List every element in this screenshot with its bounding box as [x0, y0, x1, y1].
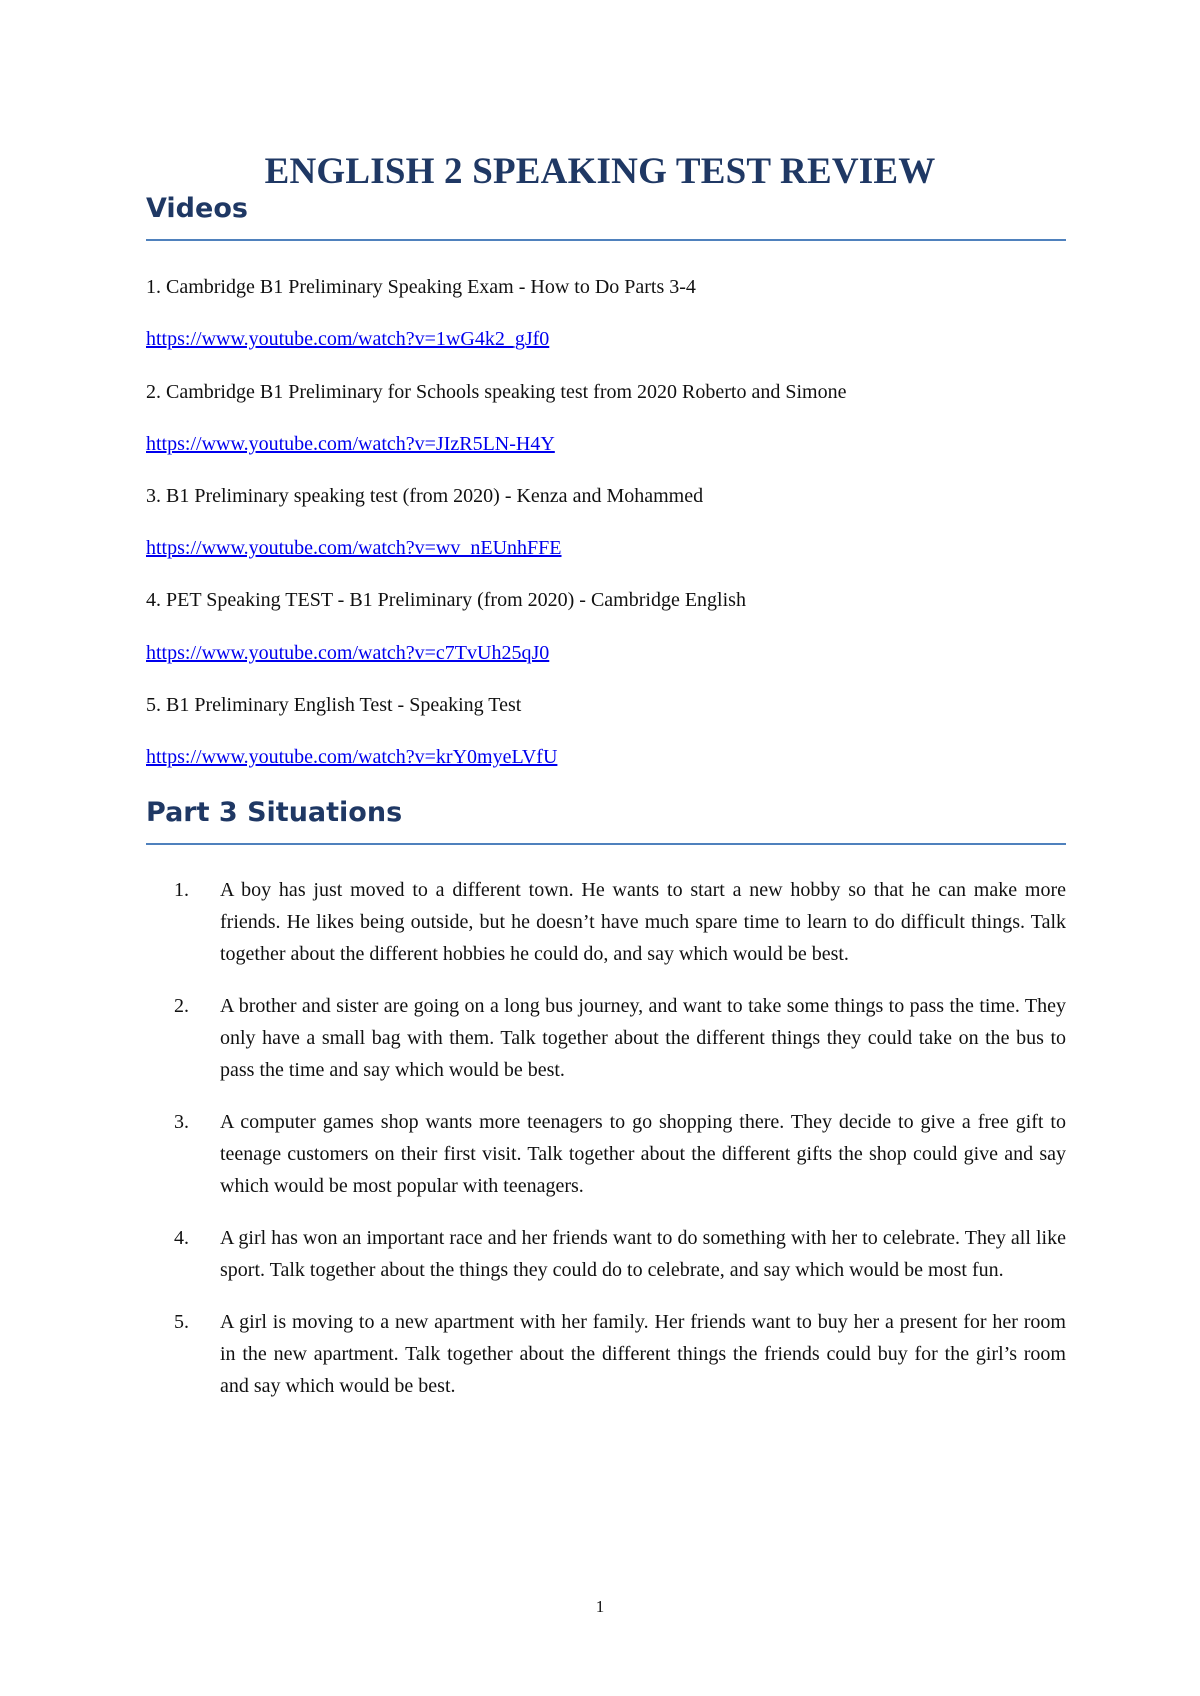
- situation-text: A girl is moving to a new apartment with her family. Her friends want to buy her a present for her room in the new apartment. Talk together about the different things the friends could buy for the girl’s room and say which would be best.: [220, 1311, 1066, 1397]
- video-title-3: 3. B1 Preliminary speaking test (from 2020) - Kenza and Mohammed: [146, 485, 704, 507]
- situations-heading-rule: [146, 843, 1066, 845]
- page-number: 1: [595, 1597, 605, 1616]
- situation-item: [174, 1222, 1066, 1286]
- video-title-5: 5. B1 Preliminary English Test - Speaking Test: [146, 694, 522, 716]
- videos-heading: Videos: [146, 193, 248, 224]
- video-title-4: 4. PET Speaking TEST - B1 Preliminary (from 2020) - Cambridge English: [146, 589, 746, 611]
- situations-list: [174, 874, 1066, 1422]
- situation-text: A boy has just moved to a different town. He wants to start a new hobby so that he can make more friends. He likes being outside, but he doesn’t have much spare time to learn to do difficult things. Talk together about the different hobbies he could do, and say which would be best.: [220, 879, 1066, 965]
- situation-number: 2.: [174, 995, 189, 1017]
- situation-item: [174, 1306, 1066, 1402]
- situation-number: 1.: [174, 879, 189, 901]
- situation-text: A girl has won an important race and her friends want to do something with her to celebrate. They all like sport. Talk together about the things they could do to celebrate, and say which would be most fun.: [220, 1227, 1066, 1281]
- situation-text: A computer games shop wants more teenagers to go shopping there. They decide to give a free gift to teenage customers on their first visit. Talk together about the different gifts the shop could give and say which would be most popular with teenagers.: [220, 1111, 1066, 1197]
- situation-item: [174, 1106, 1066, 1202]
- video-link-2[interactable]: https://www.youtube.com/watch?v=JIzR5LN-H4Y: [146, 433, 555, 455]
- situation-number: 5.: [174, 1311, 189, 1333]
- video-link-4[interactable]: https://www.youtube.com/watch?v=c7TvUh25qJ0: [146, 642, 550, 664]
- video-title-1: 1. Cambridge B1 Preliminary Speaking Exam - How to Do Parts 3-4: [146, 276, 696, 298]
- situation-item: [174, 874, 1066, 970]
- videos-heading-rule: [146, 239, 1066, 241]
- video-title-2: 2. Cambridge B1 Preliminary for Schools speaking test from 2020 Roberto and Simone: [146, 381, 847, 403]
- document-title: ENGLISH 2 SPEAKING TEST REVIEW: [264, 151, 936, 192]
- situation-text: A brother and sister are going on a long bus journey, and want to take some things to pass the time. They only have a small bag with them. Talk together about the different things they could take on the bus to pass the time and say which would be best.: [220, 995, 1066, 1081]
- situations-heading: Part 3 Situations: [146, 797, 403, 828]
- situation-number: 3.: [174, 1111, 189, 1133]
- situation-item: [174, 990, 1066, 1086]
- situation-number: 4.: [174, 1227, 189, 1249]
- video-link-1[interactable]: https://www.youtube.com/watch?v=1wG4k2_gJf0: [146, 328, 550, 350]
- video-link-5[interactable]: https://www.youtube.com/watch?v=krY0myeLVfU: [146, 746, 558, 768]
- video-link-3[interactable]: https://www.youtube.com/watch?v=wv_nEUnhFFE: [146, 537, 562, 559]
